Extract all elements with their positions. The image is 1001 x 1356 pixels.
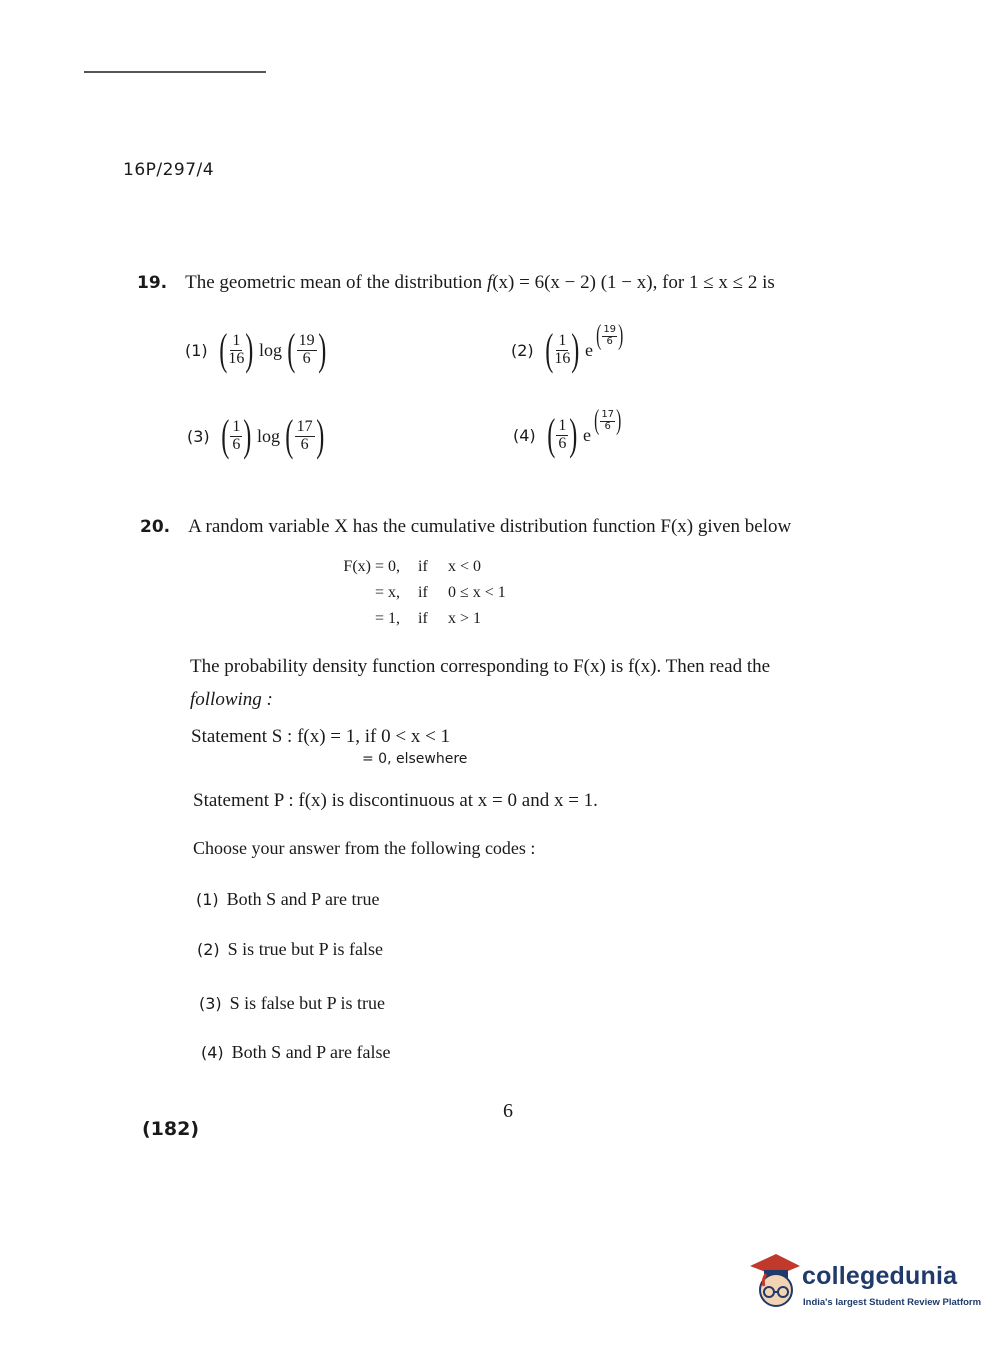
question-20	[140, 516, 791, 538]
question-19-text: The geometric mean of the distribution f(x) = 6(x − 2) (1 − x), for 1 ≤ x ≤ 2 is	[185, 272, 775, 293]
statement-s: Statement S : f(x) = 1, if 0 < x < 1	[191, 726, 451, 747]
top-rule	[84, 71, 266, 73]
exponent: ( 17 6 )	[594, 405, 622, 436]
arg-fraction: $\frac{17}{6}$	[296, 417, 313, 453]
cdf-row: F(x) = 0, if x < 0	[343, 558, 482, 575]
choose-instruction: Choose your answer from the following codes :	[193, 838, 536, 858]
coef-fraction: $\frac{1}{16}$	[228, 331, 245, 367]
cdf-row: = 1, if x > 1	[374, 610, 482, 627]
q20-option-2[interactable]: (2) S is true but P is false	[197, 939, 384, 959]
question-19	[137, 272, 775, 294]
question-20-number: 20.	[140, 517, 171, 537]
q20-option-1[interactable]: (1) Both S and P are true	[196, 889, 380, 909]
log-operator: log	[256, 425, 280, 446]
exponent: ( 19 6 )	[596, 320, 624, 351]
paper-code: 16P/297/4	[123, 160, 215, 180]
cdf-definition	[312, 558, 506, 628]
q20-option-3[interactable]: (3) S is false but P is true	[199, 993, 386, 1013]
statement-p: Statement P : f(x) is discontinuous at x = 0 and x = 1.	[193, 790, 598, 811]
pdf-intro-line-2: following :	[190, 689, 273, 710]
brand-tagline: India's largest Student Review Platform	[803, 1297, 982, 1308]
exp-base: e	[582, 424, 591, 445]
cdf-row: = x, if 0 ≤ x < 1	[374, 584, 506, 601]
q19-option-2[interactable]: (2) ( $\frac{1}{16}$ ) e ( 19 6 )	[511, 328, 625, 372]
arg-fraction: $\frac{19}{6}$	[298, 331, 315, 367]
brand-name: collegedunia	[802, 1262, 958, 1290]
q19-option-1[interactable]: (1) ( $\frac{1}{16}$ ) log ( $\frac{19}{6}$ )	[185, 325, 327, 374]
q19-option-4[interactable]: (4) ( $\frac{1}{6}$ ) e ( 17 6 )	[513, 413, 623, 457]
coef-fraction: $\frac{1}{16}$	[554, 331, 571, 367]
pdf-intro-line-1: The probability density function corresponding to F(x) is f(x). Then read the	[190, 656, 771, 677]
page-number: 6	[503, 1100, 513, 1122]
log-operator: log	[258, 339, 282, 360]
coef-fraction: $\frac{1}{6}$	[232, 417, 241, 453]
statement-s-otherwise: = 0, elsewhere	[362, 751, 468, 767]
exp-base: e	[584, 339, 593, 360]
question-19-number: 19.	[137, 273, 168, 293]
q19-option-3[interactable]: (3) ( $\frac{1}{6}$ ) log ( $\frac{17}{6}$ )	[187, 411, 325, 460]
set-code: (182)	[142, 1118, 200, 1140]
question-20-text: A random variable X has the cumulative distribution function F(x) given below	[188, 516, 792, 537]
coef-fraction: $\frac{1}{6}$	[558, 416, 567, 452]
q20-option-4[interactable]: (4) Both S and P are false	[201, 1042, 391, 1062]
